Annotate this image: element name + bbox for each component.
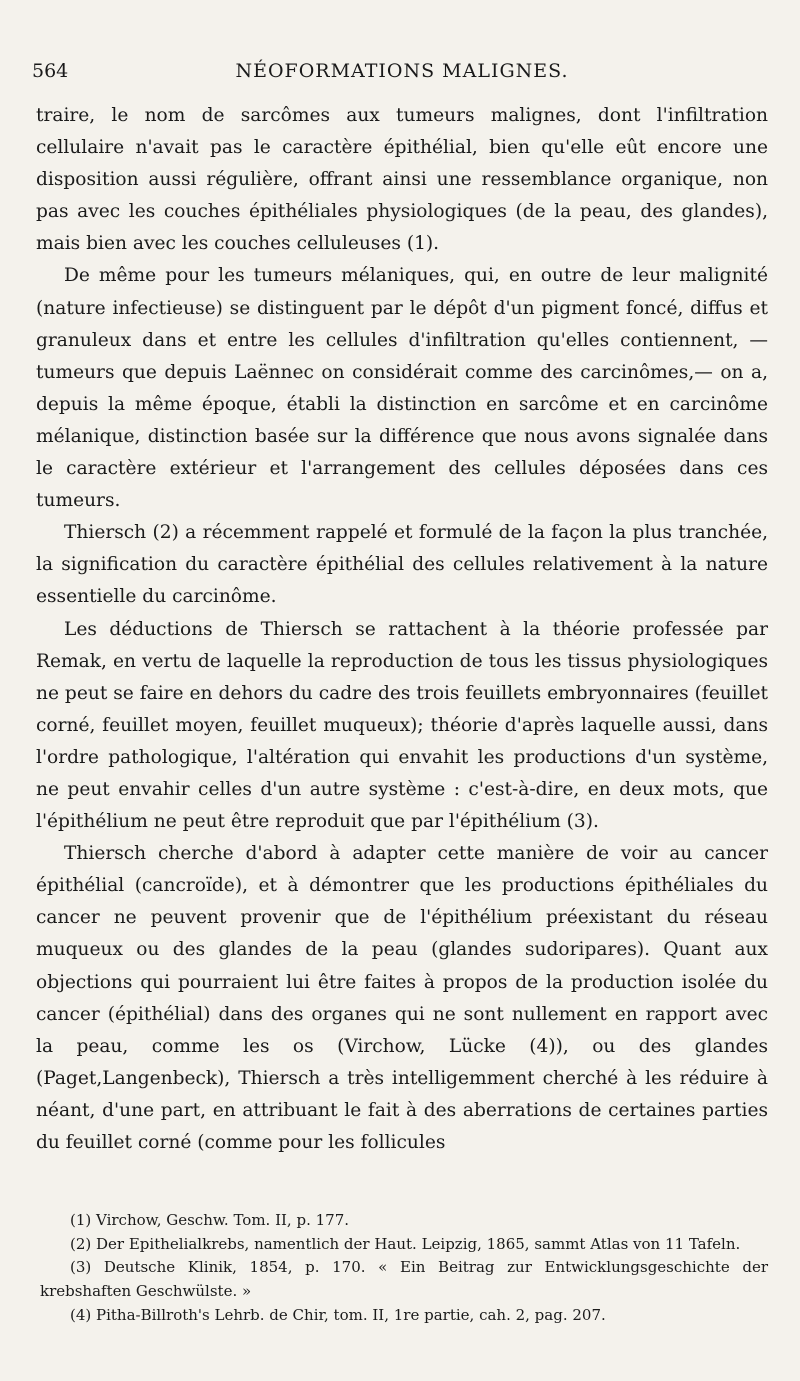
paragraph-3: Thiersch (2) a récemment rappelé et formulé de la façon la plus tranchée, la signification du caractère épithélial des cellules relativement à la nature essentielle du carcinôme.: [36, 522, 768, 608]
footnote-3: (3) Deutsche Klinik, 1854, p. 170. « Ein Beitrag zur Entwicklungsgeschichte der krebshaften Geschwülste. »: [40, 1258, 768, 1301]
paragraph-2: De même pour les tumeurs mélaniques, qui, en outre de leur malignité (nature infectieuse) se distinguent par le dépôt d'un pigment foncé, diffus et granuleux dans et entre les cellules d'infiltration qu'elles contiennent, —tumeurs que depuis Laënnec on considérait comme des carcinômes,— on a, depuis la même époque, établi la distinction en sarcôme et en carcinôme mélanique, distinction basée sur la différence que nous avons signalée dans le caractère extérieur et l'arrangement des cellules déposées dans ces tumeurs.: [36, 265, 768, 512]
running-title: NÉOFORMATIONS MALIGNES.: [235, 60, 569, 82]
footnotes: [40, 1209, 768, 1328]
page-header: [32, 60, 772, 88]
footnote-2: (2) Der Epithelialkrebs, namentlich der Haut. Leipzig, 1865, sammt Atlas von 11 Tafeln.: [70, 1234, 741, 1253]
page-number: 564: [32, 60, 69, 82]
footnote-4: (4) Pitha-Billroth's Lehrb. de Chir, tom. II, 1re partie, cah. 2, pag. 207.: [70, 1305, 606, 1324]
paragraph-4: Les déductions de Thiersch se rattachent à la théorie professée par Remak, en vertu de laquelle la reproduction de tous les tissus physiologiques ne peut se faire en dehors du cadre des trois feuillets embryonnaires (feuillet corné, feuillet moyen, feuillet muqueux); théorie d'après laquelle aussi, dans l'ordre pathologique, l'altération qui envahit les productions d'un système, ne peut envahir celles d'un autre système : c'est-à-dire, en deux mots, que l'épithélium ne peut être reproduit que par l'épithélium (3).: [36, 618, 768, 833]
body-text: [36, 100, 768, 1159]
paragraph-5: Thiersch cherche d'abord à adapter cette manière de voir au cancer épithélial (cancroïde), et à démontrer que les productions épithéliales du cancer ne peuvent provenir que de l'épithélium préexistant du réseau muqueux ou des glandes de la peau (glandes sudoripares). Quant aux objections qui pourraient lui être faites à propos de la production isolée du cancer (épithélial) dans des organes qui ne sont nullement en rapport avec la peau, comme les os (Virchow, Lücke (4)), ou des glandes (Paget,Langenbeck), Thiersch a très intelligemment cherché à les réduire à néant, d'une part, en attribuant le fait à des aberrations de certaines parties du feuillet corné (comme pour les follicules: [36, 843, 768, 1153]
paragraph-1: traire, le nom de sarcômes aux tumeurs malignes, dont l'infiltration cellulaire n'avait pas le caractère épithélial, bien qu'elle eût encore une disposition aussi régulière, offrant ainsi une ressemblance organique, non pas avec les couches épithéliales physiologiques (de la peau, des glandes), mais bien avec les couches celluleuses (1).: [36, 105, 768, 255]
footnote-1: (1) Virchow, Geschw. Tom. II, p. 177.: [70, 1211, 350, 1229]
